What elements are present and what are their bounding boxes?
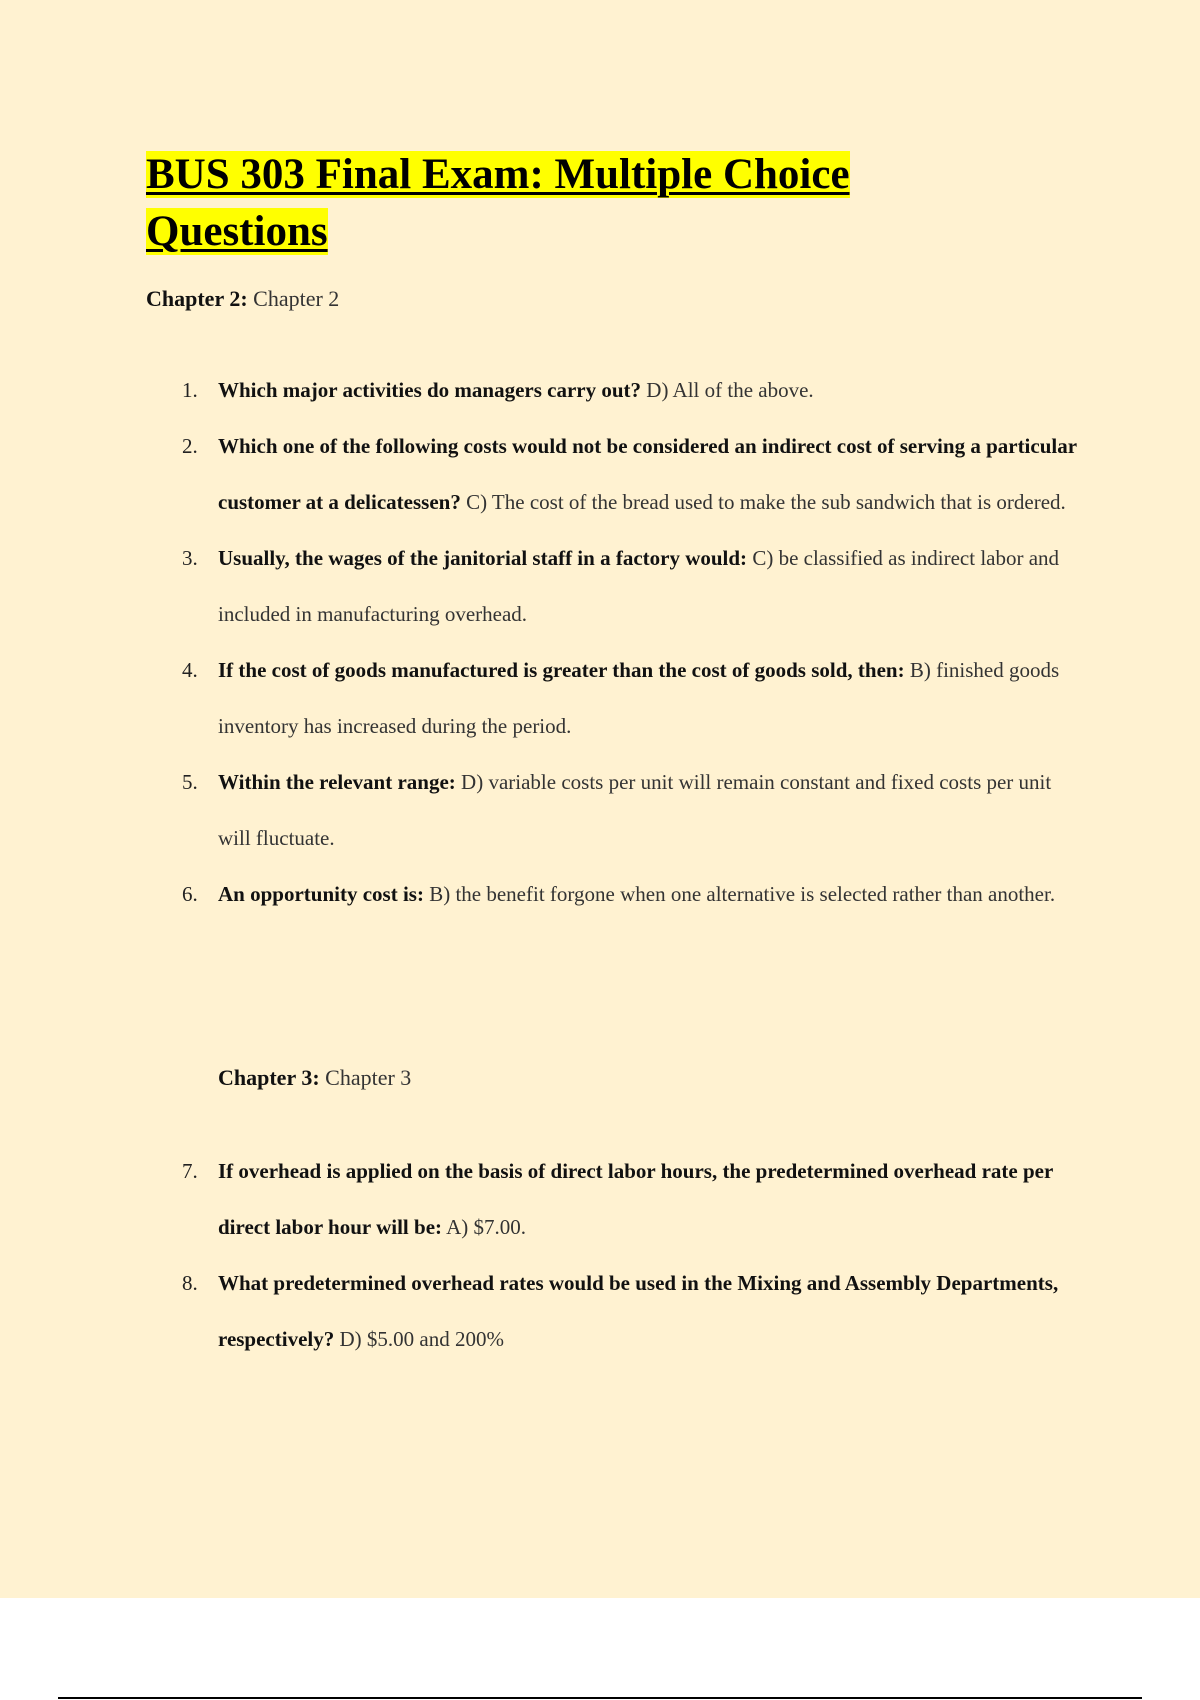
question-text: If overhead is applied on the basis of direct labor hours, the predetermined overhead rate per direct labor hour will be: xyxy=(218,1159,1053,1239)
question-number: 2. xyxy=(182,434,198,458)
question-number: 8. xyxy=(182,1271,198,1295)
answer-text: C) The cost of the bread used to make the sub sandwich that is ordered. xyxy=(466,490,1066,514)
question-item xyxy=(146,754,1086,866)
question-number: 5. xyxy=(182,770,198,794)
question-number: 3. xyxy=(182,546,198,570)
question-text: Within the relevant range: xyxy=(218,770,456,794)
page-title xyxy=(146,146,966,260)
answer-text: D) All of the above. xyxy=(646,378,814,402)
question-item xyxy=(146,418,1086,530)
chapter-3-question-list xyxy=(146,1143,1086,1367)
chapter-2-heading xyxy=(146,285,339,313)
chapter-2-label: Chapter 2: xyxy=(146,286,248,311)
question-text: An opportunity cost is: xyxy=(218,882,424,906)
question-item xyxy=(146,866,1086,922)
question-number: 6. xyxy=(182,882,198,906)
chapter-2-question-list xyxy=(146,362,1086,922)
question-text: Which major activities do managers carry out? xyxy=(218,378,642,402)
question-text: If the cost of goods manufactured is greater than the cost of goods sold, then: xyxy=(218,658,905,682)
answer-text: D) $5.00 and 200% xyxy=(339,1327,504,1351)
chapter-2-value: Chapter 2 xyxy=(253,286,340,311)
page-divider xyxy=(58,1697,1142,1699)
chapter-3-heading xyxy=(218,1064,411,1092)
question-number: 4. xyxy=(182,658,198,682)
chapter-3-label: Chapter 3: xyxy=(218,1065,320,1090)
answer-text: B) the benefit forgone when one alternative is selected rather than another. xyxy=(429,882,1056,906)
answer-text: B) finished goods inventory has increased during the period. xyxy=(218,658,1060,738)
question-text: What predetermined overhead rates would be used in the Mixing and Assembly Departments, respectively? xyxy=(218,1271,1059,1351)
question-text: Which one of the following costs would not be considered an indirect cost of serving a particular customer at a delicatessen? xyxy=(218,434,1077,514)
answer-text: A) $7.00. xyxy=(446,1215,527,1239)
question-item xyxy=(146,1255,1086,1367)
question-item xyxy=(146,642,1086,754)
question-text: Usually, the wages of the janitorial staff in a factory would: xyxy=(218,546,748,570)
chapter-3-value: Chapter 3 xyxy=(325,1065,412,1090)
question-item xyxy=(146,1143,1086,1255)
answer-text: D) variable costs per unit will remain constant and fixed costs per unit will fluctuate. xyxy=(218,770,1052,850)
question-item xyxy=(146,530,1086,642)
answer-text: C) be classified as indirect labor and included in manufacturing overhead. xyxy=(218,546,1060,626)
question-number: 7. xyxy=(182,1159,198,1183)
question-number: 1. xyxy=(182,378,198,402)
page-title-text: BUS 303 Final Exam: Multiple Choice Questions xyxy=(146,151,850,255)
question-item xyxy=(146,362,1086,418)
